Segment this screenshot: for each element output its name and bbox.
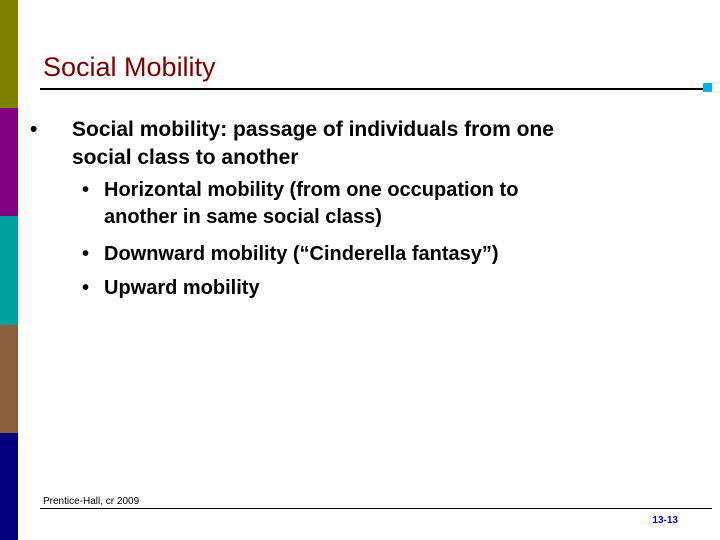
color-stripe <box>0 216 18 325</box>
color-stripe <box>0 433 18 540</box>
main-bullet-line-2: social class to another <box>72 146 299 169</box>
slide-number: 13-13 <box>652 515 678 526</box>
color-stripe <box>0 325 18 433</box>
title-underline <box>40 88 703 90</box>
accent-square <box>703 83 712 92</box>
footer-source: Prentice-Hall, cr 2009 <box>43 496 140 507</box>
bullet-dot-icon: • <box>82 243 90 265</box>
color-stripe <box>0 108 18 216</box>
slide-title: Social Mobility <box>43 52 216 82</box>
sub-bullet-line-1: Horizontal mobility (from one occupation to <box>104 179 519 201</box>
bullet-dot-icon: • <box>30 118 38 141</box>
bullet-dot-icon: • <box>82 179 90 201</box>
color-stripe <box>0 0 18 108</box>
left-color-bar <box>0 0 18 540</box>
sub-bullet-text: Downward mobility (“Cinderella fantasy”) <box>104 243 499 265</box>
main-bullet-line-1: Social mobility: passage of individuals from one <box>72 118 554 141</box>
sub-bullet-line-2: another in same social class) <box>104 206 382 228</box>
footer-rule <box>40 508 712 509</box>
bullet-dot-icon: • <box>82 277 90 299</box>
sub-bullet-text: Upward mobility <box>104 277 260 299</box>
